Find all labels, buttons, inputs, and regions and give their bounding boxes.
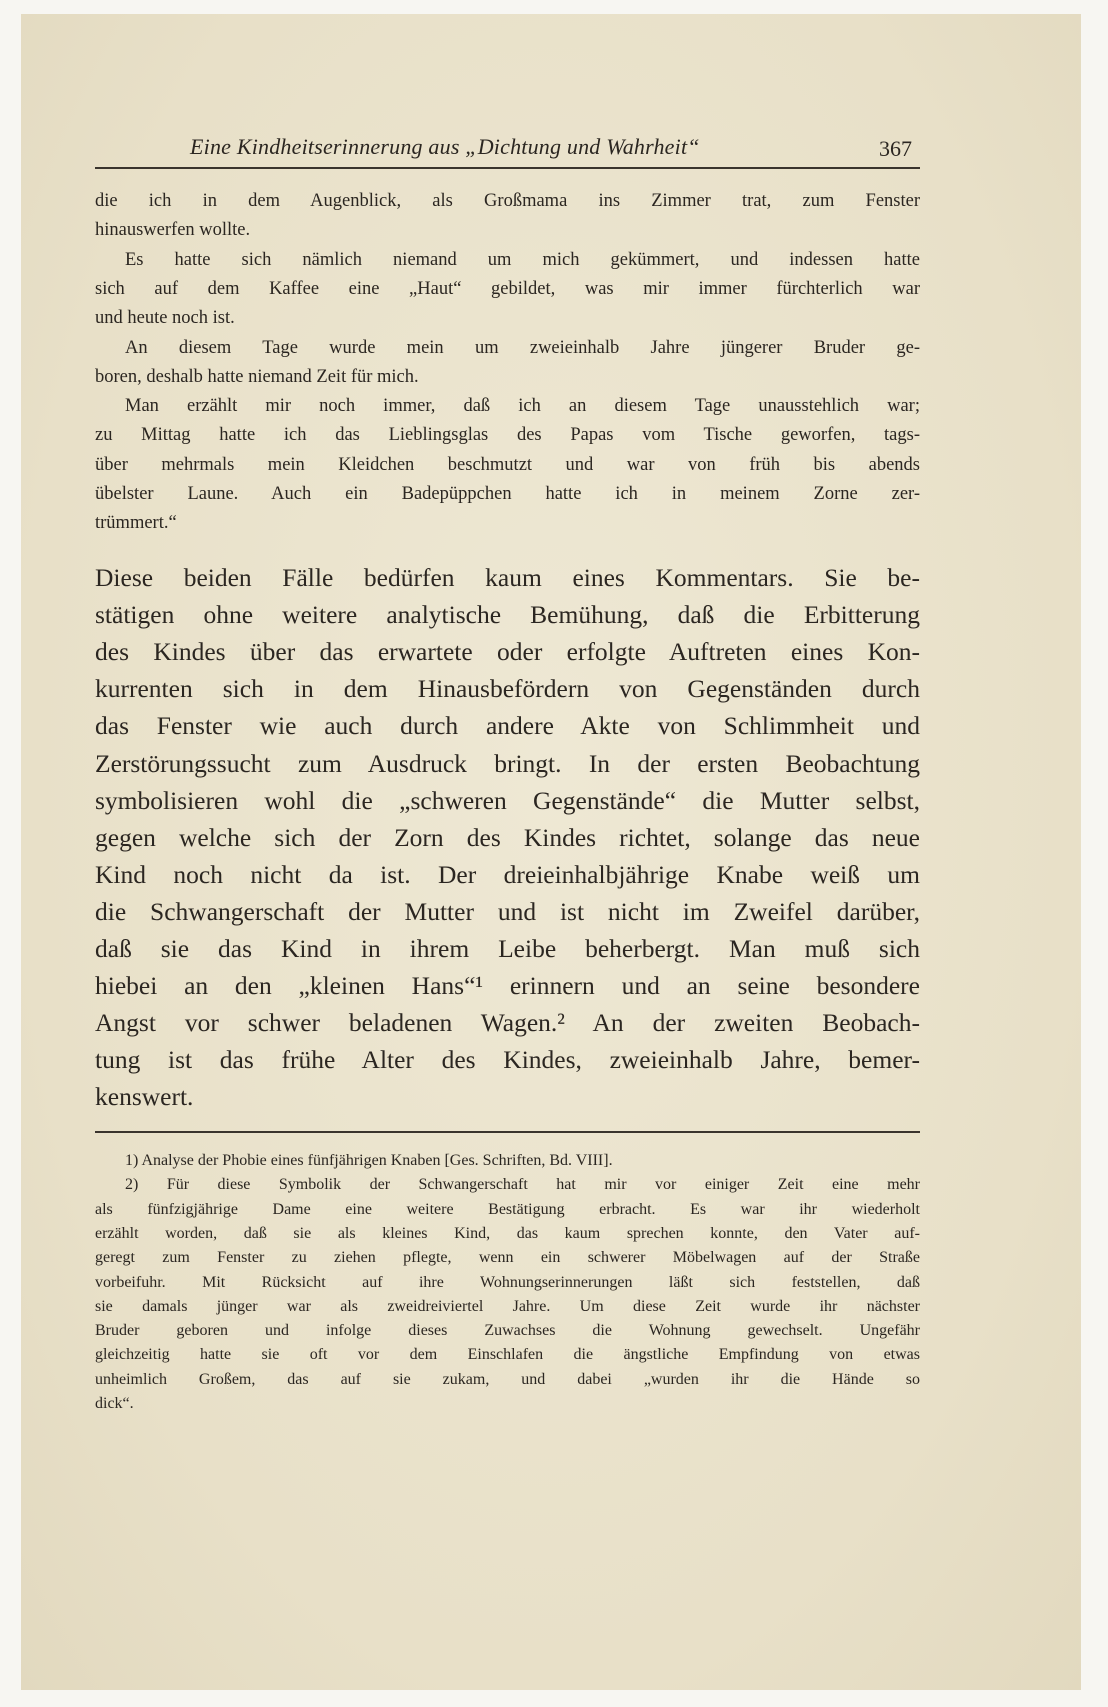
footnote-line: gleichzeitig hatte sie oft vor dem Einschlafen die ängstliche Empfindung von etwas: [95, 1346, 920, 1364]
body-line: des Kindes über das erwartete oder erfolgte Auftreten eines Kon-: [95, 637, 920, 667]
quote-line: über mehrmals mein Kleidchen beschmutzt und war von früh bis abends: [95, 454, 920, 475]
footnote-line: unheimlich Großem, das auf sie zukam, und dabei „wurden ihr die Hände so: [95, 1370, 920, 1388]
body-line: kurrenten sich in dem Hinausbefördern von Gegenständen durch: [95, 674, 920, 704]
quote-line: und heute noch ist.: [95, 308, 235, 329]
footnote-line: 1) Analyse der Phobie eines fünfjährigen Knaben [Ges. Schriften, Bd. VIII].: [125, 1152, 613, 1169]
quote-line: hinauswerfen wollte.: [95, 220, 251, 241]
quote-line: übelster Laune. Auch ein Badepüppchen hatte ich in meinem Zorne zer-: [95, 484, 920, 504]
body-line: das Fenster wie auch durch andere Akte von Schlimmheit und: [95, 711, 920, 741]
body-line: stätigen ohne weitere analytische Bemühung, daß die Erbitterung: [95, 600, 920, 630]
quote-line: trümmert.“: [95, 513, 177, 534]
body-line: hiebei an den „kleinen Hans“¹ erinnern und an seine besondere: [95, 971, 920, 1001]
footnote-line: Bruder geboren und infolge dieses Zuwachses die Wohnung gewechselt. Ungefähr: [95, 1322, 920, 1340]
footnote-line: erzählt worden, daß sie als kleines Kind, das kaum sprechen konnte, den Vater auf-: [95, 1224, 920, 1242]
footnote-line: als fünfzigjährige Dame eine weitere Bestätigung erbracht. Es war ihr wiederholt: [95, 1200, 920, 1218]
footnote-rule: [95, 1131, 920, 1133]
footnote-line: sie damals jünger war als zweidreiviertel Jahre. Um diese Zeit wurde ihr nächster: [95, 1297, 920, 1315]
quote-line: An diesem Tage wurde mein um zweieinhalb Jahre jüngerer Bruder ge-: [125, 337, 920, 358]
quote-line: zu Mittag hatte ich das Lieblingsglas des Papas vom Tische geworfen, tags-: [95, 425, 920, 446]
body-line: Diese beiden Fälle bedürfen kaum eines Kommentars. Sie be-: [95, 563, 920, 592]
body-line: Zerstörungssucht zum Ausdruck bringt. In der ersten Beobachtung: [95, 748, 920, 778]
running-title: Eine Kindheitserinnerung aus „Dichtung und Wahrheit“: [190, 134, 700, 159]
body-line: gegen welche sich der Zorn des Kindes richtet, solange das neue: [95, 822, 920, 852]
footnote-line: 2) Für diese Symbolik der Schwangerschaft hat mir vor einiger Zeit eine mehr: [125, 1176, 920, 1194]
quote-line: die ich in dem Augenblick, als Großmama ins Zimmer trat, zum Fenster: [95, 191, 920, 211]
body-line: daß sie das Kind in ihrem Leibe beherbergt. Man muß sich: [95, 934, 920, 963]
quote-line: Man erzählt mir noch immer, daß ich an diesem Tage unausstehlich war;: [125, 396, 920, 417]
footnote-line: vorbeifuhr. Mit Rücksicht auf ihre Wohnungserinnerungen läßt sich feststellen, daß: [95, 1273, 920, 1291]
running-header: [95, 134, 920, 164]
footnote-line: dick“.: [95, 1395, 134, 1412]
quote-line: Es hatte sich nämlich niemand um mich gekümmert, und indessen hatte: [125, 249, 920, 270]
body-line: die Schwangerschaft der Mutter und ist nicht im Zweifel darüber,: [95, 896, 920, 926]
quote-line: sich auf dem Kaffee eine „Haut“ gebildet, was mir immer fürchterlich war: [95, 278, 920, 299]
quote-line: boren, deshalb hatte niemand Zeit für mich.: [95, 366, 419, 387]
header-rule: [95, 167, 920, 169]
footnote-line: geregt zum Fenster zu ziehen pflegte, wenn ein schwerer Möbelwagen auf der Straße: [95, 1249, 920, 1267]
body-line: tung ist das frühe Alter des Kindes, zweieinhalb Jahre, bemer-: [95, 1045, 920, 1075]
body-line: symbolisieren wohl die „schweren Gegenstände“ die Mutter selbst,: [95, 785, 920, 815]
body-line: kenswert.: [95, 1082, 194, 1112]
body-line: Angst vor schwer beladenen Wagen.² An der zweiten Beobach-: [95, 1008, 920, 1038]
page-number: 367: [879, 136, 912, 161]
body-line: Kind noch nicht da ist. Der dreieinhalbjährige Knabe weiß um: [95, 859, 920, 889]
